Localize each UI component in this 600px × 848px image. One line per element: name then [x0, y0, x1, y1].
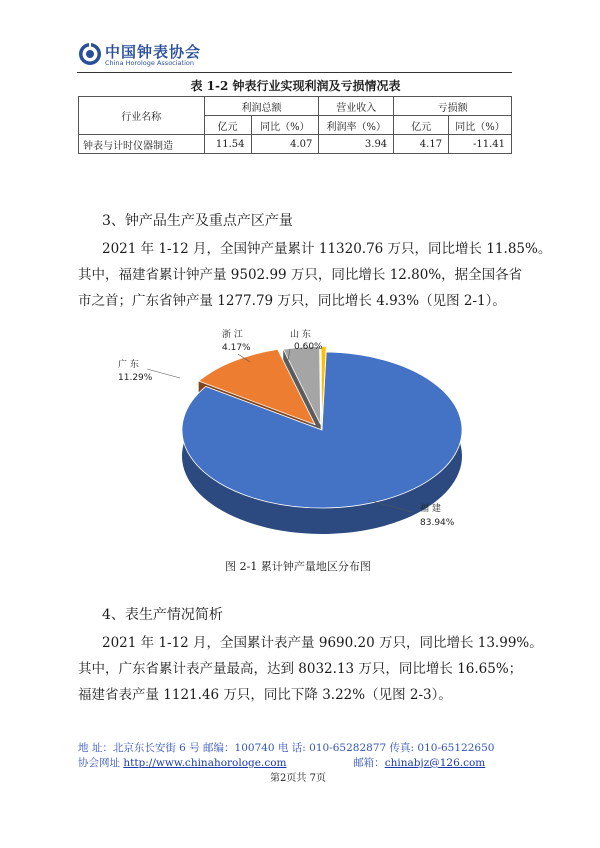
section3-heading: 3、钟产品生产及重点产区产量 [102, 213, 293, 229]
slice-label-value-fujian: 83.94% [420, 518, 455, 528]
website-link[interactable]: http://www.chinahorologe.com [123, 757, 287, 769]
cell-loss-yoy: -11.41 [449, 135, 512, 154]
subheader-margin: 利润率（%） [319, 116, 394, 135]
section4-line-2: 其中，广东省累计表产量最高，达到 8032.13 万只，同比增长 16.65%； [78, 661, 523, 677]
slice-label-value-zhejiang: 4.17% [222, 343, 251, 353]
org-name-cn: 中国钟表协会 [105, 43, 202, 61]
footer-contact [78, 755, 485, 770]
subheader-loss-unit: 亿元 [394, 116, 449, 135]
col-revenue-header: 营业收入 [319, 97, 394, 116]
header-divider [77, 72, 512, 73]
slice-label-value-shandong: 0.60% [294, 342, 323, 352]
subheader-profit-yoy: 同比（%） [251, 116, 319, 135]
slice-label-name-guangdong: 广 东 [118, 360, 139, 370]
cell-loss: 4.17 [394, 135, 449, 154]
org-name-en: China Horologe Association [105, 59, 194, 67]
section4-paragraph [78, 630, 543, 708]
page-number: 第2页共 7页 [270, 773, 326, 784]
col-industry-header: 行业名称 [79, 97, 205, 135]
section4-heading: 4、表生产情况简析 [102, 607, 223, 623]
table-title: 表 1-2 钟表行业实现利润及亏损情况表 [190, 79, 401, 93]
section3-line-1: 2021 年 1-12 月，全国钟产量累计 11320.76 万只，同比增长 11.85%。 [102, 241, 552, 257]
col-profit-header: 利润总额 [204, 97, 319, 116]
footer-email-label: 邮箱： [353, 757, 385, 769]
table-header-row [79, 97, 512, 116]
section4-line-3: 福建省表产量 1121.46 万只，同比下降 3.22%（见图 2-3）。 [78, 687, 452, 703]
cell-profit: 11.54 [204, 135, 251, 154]
section4-line-1: 2021 年 1-12 月，全国累计表产量 9690.20 万只，同比增长 13.99%。 [102, 635, 543, 651]
subheader-loss-yoy: 同比（%） [449, 116, 512, 135]
email-link[interactable]: chinabjz@126.com [384, 757, 486, 769]
clock-logo-icon [78, 42, 102, 66]
section3-line-2: 其中，福建省累计钟产量 9502.99 万只，同比增长 12.80%，据全国各省 [78, 267, 523, 283]
slice-label-name-fujian: 福 建 [420, 504, 441, 514]
figure-caption: 图 2-1 累计钟产量地区分布图 [225, 560, 371, 573]
footer-address: 地 址：北京东长安街 6 号 邮编：100740 电 话: 010-65282877 传真: 010-65122650 [78, 742, 495, 754]
profit-loss-table [78, 96, 512, 154]
slice-label-name-shandong: 山 东 [290, 330, 311, 340]
subheader-profit-unit: 亿元 [204, 116, 251, 135]
cell-profit-yoy: 4.07 [251, 135, 319, 154]
section3-paragraph [78, 236, 552, 314]
section3-line-3: 市之首；广东省钟产量 1277.79 万只，同比增长 4.93%（见图 2-1）。 [78, 293, 506, 309]
table-row [79, 135, 512, 154]
slice-label-name-zhejiang: 浙 江 [222, 330, 243, 340]
cell-margin: 3.94 [319, 135, 394, 154]
association-logo [78, 40, 208, 70]
col-loss-header: 亏损额 [394, 97, 512, 116]
production-pie-chart [100, 322, 500, 544]
footer-site-label: 协会网址 [78, 757, 124, 769]
cell-industry-name: 钟表与计时仪器制造 [79, 135, 205, 154]
slice-label-value-guangdong: 11.29% [118, 373, 153, 383]
